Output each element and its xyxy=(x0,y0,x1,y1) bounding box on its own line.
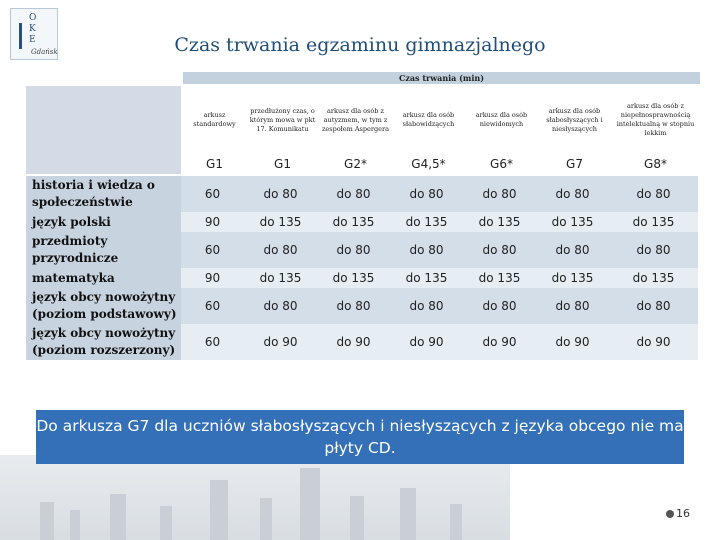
city-skyline-image xyxy=(0,455,510,540)
table-cell: 60 xyxy=(181,176,244,212)
table-cell: do 80 xyxy=(536,288,609,324)
table-cell: do 80 xyxy=(244,288,317,324)
row-label: przedmioty przyrodnicze xyxy=(26,232,181,268)
table-cell: do 135 xyxy=(244,268,317,288)
table-cell: 60 xyxy=(181,288,244,324)
table-cell: do 80 xyxy=(463,288,536,324)
table-cell: do 80 xyxy=(463,232,536,268)
logo-city: Gdańsk xyxy=(31,48,58,56)
table-row xyxy=(26,268,700,288)
page-number xyxy=(666,507,690,520)
table-cell: do 90 xyxy=(244,324,317,360)
row-label: historia i wiedza o społeczeństwie xyxy=(26,176,181,212)
column-header: arkusz dla osób słabowidzących xyxy=(402,111,455,128)
table-cell: do 80 xyxy=(317,232,390,268)
column-header: arkusz dla osób słabosłyszących i niesłyszących xyxy=(546,106,603,133)
column-code: G7 xyxy=(566,157,583,171)
table-row xyxy=(26,232,700,268)
table-cell: do 135 xyxy=(317,268,390,288)
table-cell: do 135 xyxy=(390,268,463,288)
table-cell: do 90 xyxy=(317,324,390,360)
table-cell: do 90 xyxy=(463,324,536,360)
logo-letter-e: E xyxy=(29,35,36,45)
column-header: arkusz dla osób z niepełnosprawnością intelektualną w stopniu lekkim xyxy=(616,102,695,137)
table-cell: 90 xyxy=(181,268,244,288)
table-cell: do 80 xyxy=(390,176,463,212)
table-cell: do 135 xyxy=(390,212,463,232)
table-cell: do 135 xyxy=(244,212,317,232)
note-banner: Do arkusza G7 dla uczniów słabosłyszących i niesłyszących z języka obcego nie ma płyty CD. xyxy=(36,410,684,464)
column-code: G2* xyxy=(344,157,367,171)
table-cell: do 80 xyxy=(317,176,390,212)
table-cell: do 135 xyxy=(536,268,609,288)
table-cell: do 135 xyxy=(609,212,698,232)
column-header: przedłużony czas, o którym mowa w pkt 17. Komunikatu xyxy=(249,106,316,133)
table-cell: do 80 xyxy=(244,232,317,268)
table-cell: do 80 xyxy=(609,176,698,212)
table-cell: do 90 xyxy=(390,324,463,360)
table-cell: do 80 xyxy=(536,176,609,212)
table-cell: do 135 xyxy=(463,268,536,288)
table-cell: do 135 xyxy=(609,268,698,288)
table-cell: 90 xyxy=(181,212,244,232)
logo-letter-k: K xyxy=(29,24,36,34)
bullet-dot-icon xyxy=(666,510,674,518)
table-corner xyxy=(26,86,181,174)
table-cell: do 135 xyxy=(463,212,536,232)
table-cell: do 90 xyxy=(536,324,609,360)
table-cell: do 135 xyxy=(536,212,609,232)
table-cell: do 135 xyxy=(317,212,390,232)
duration-header: Czas trwania (min) xyxy=(183,72,700,84)
table-cell: do 80 xyxy=(317,288,390,324)
table-cell: do 80 xyxy=(609,232,698,268)
row-label: język polski xyxy=(26,212,181,232)
column-code: G6* xyxy=(490,157,513,171)
table-row xyxy=(26,288,700,324)
table-cell: do 80 xyxy=(390,232,463,268)
table-row xyxy=(26,212,700,232)
table-cell: 60 xyxy=(181,232,244,268)
column-code: G8* xyxy=(644,157,667,171)
table-cell: do 80 xyxy=(536,232,609,268)
column-code: G1 xyxy=(206,157,223,171)
column-header: arkusz standardowy xyxy=(193,111,236,128)
table-cell: do 80 xyxy=(463,176,536,212)
row-label: matematyka xyxy=(26,268,181,288)
row-label: język obcy nowożytny (poziom podstawowy) xyxy=(26,288,181,324)
table-row xyxy=(26,176,700,212)
row-label: język obcy nowożytny (poziom rozszerzony) xyxy=(26,324,181,360)
table-cell: do 80 xyxy=(390,288,463,324)
page-number-text: 16 xyxy=(676,507,690,520)
column-code: G4,5* xyxy=(411,157,446,171)
table-cell: do 80 xyxy=(244,176,317,212)
column-code: G1 xyxy=(274,157,291,171)
column-header: arkusz dla osób z autyzmem, w tym z zespołem Aspergera xyxy=(322,106,389,133)
table-row xyxy=(26,324,700,360)
column-header: arkusz dla osób niewidomych xyxy=(475,111,528,128)
table-cell: do 80 xyxy=(609,288,698,324)
code-row xyxy=(183,154,700,174)
table-cell: do 90 xyxy=(609,324,698,360)
table-cell: 60 xyxy=(181,324,244,360)
logo-letter-o: O xyxy=(29,13,37,23)
slide-title: Czas trwania egzaminu gimnazjalnego xyxy=(174,34,546,56)
